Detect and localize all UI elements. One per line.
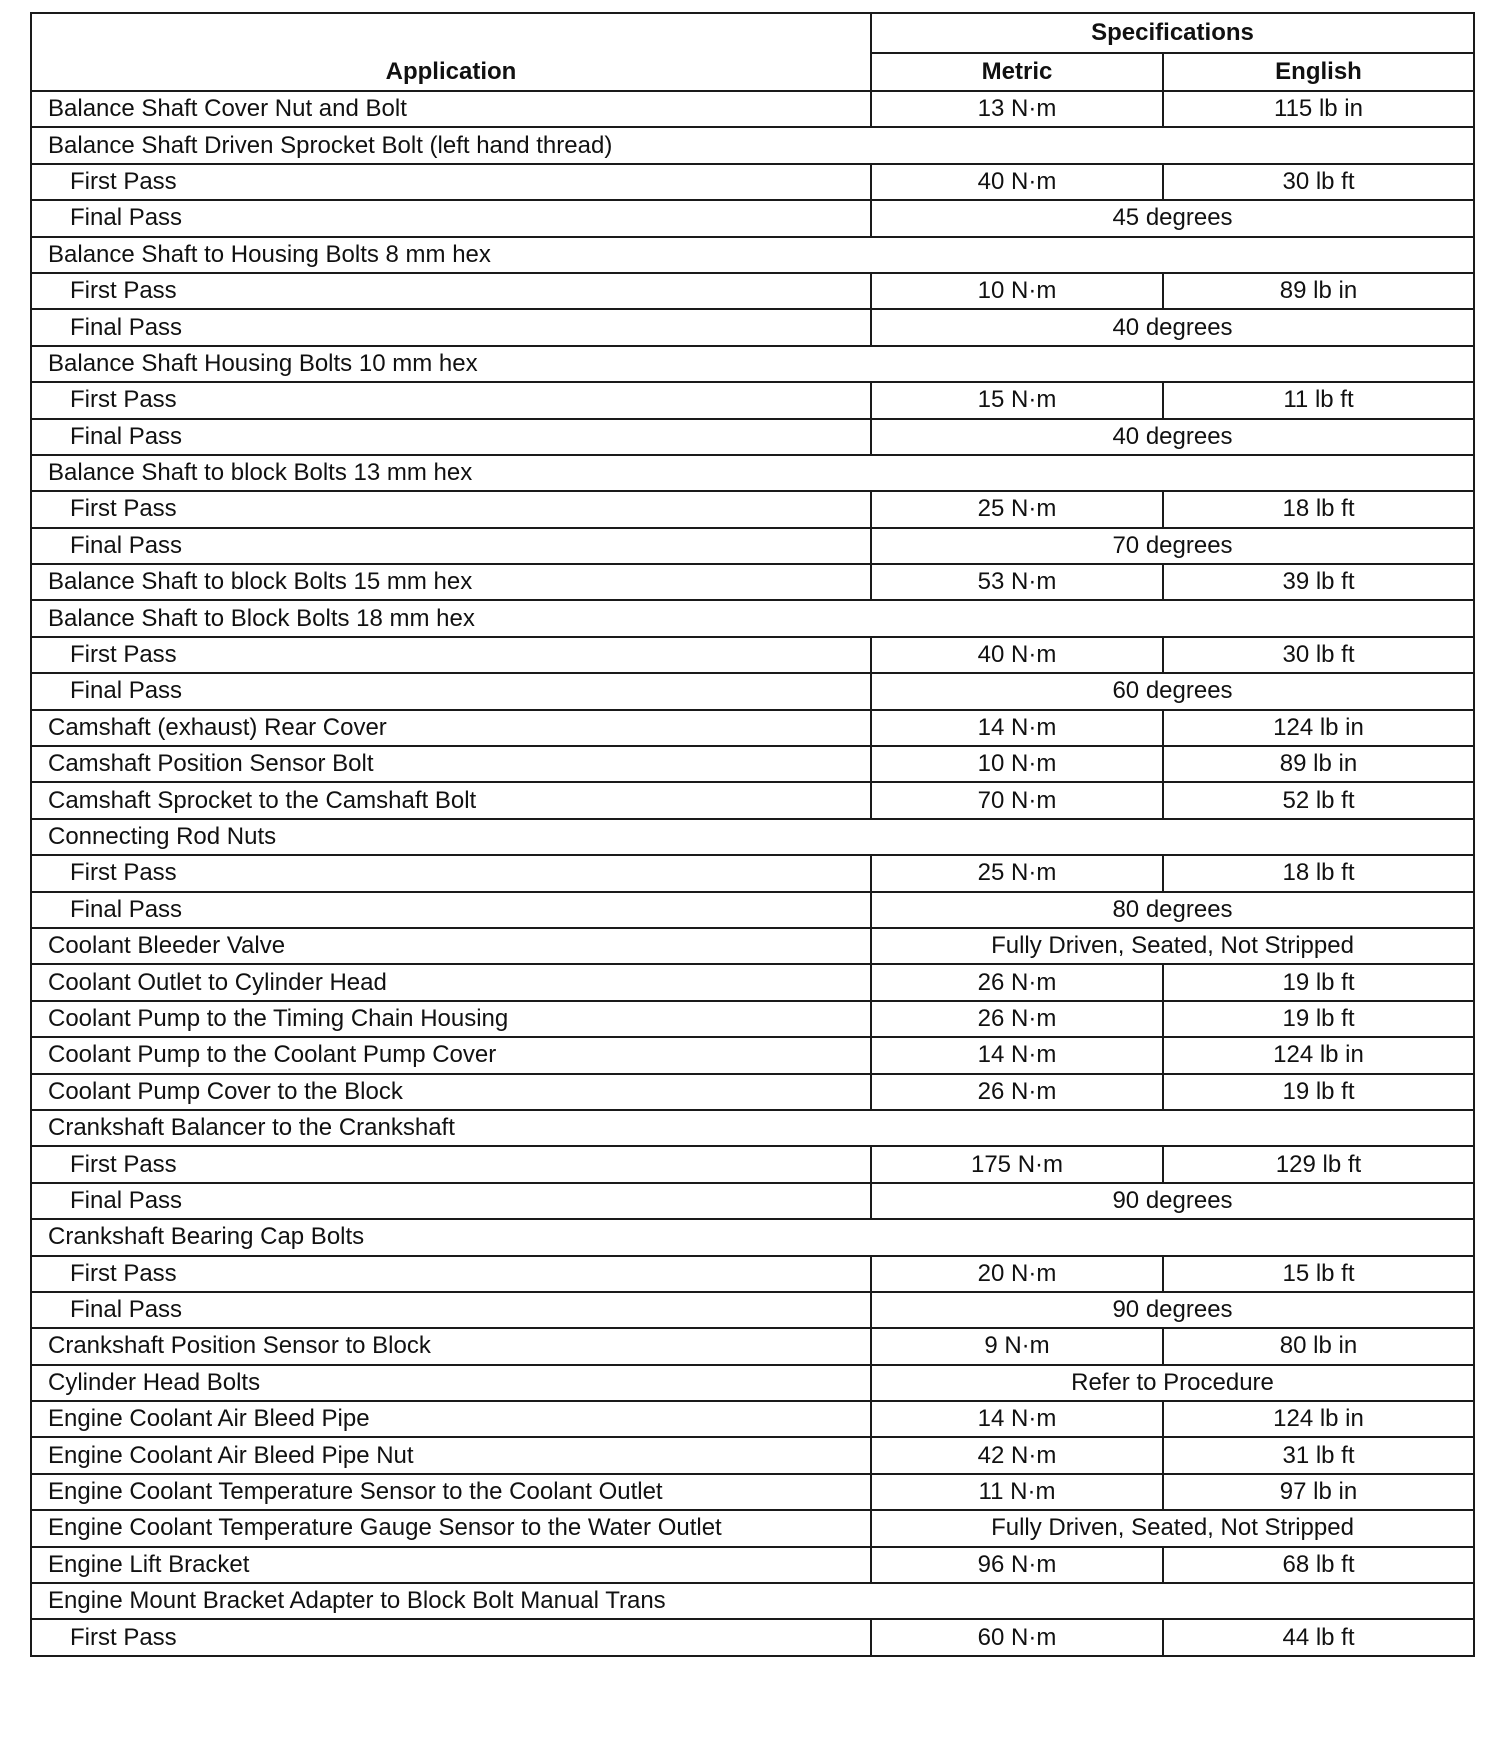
header-row — [31, 13, 1474, 53]
table-row — [31, 892, 1474, 928]
group-row — [31, 1583, 1474, 1619]
metric-header: Metric — [871, 53, 1163, 91]
english-cell: 129 lb ft — [1163, 1146, 1474, 1182]
application-cell: Balance Shaft to Housing Bolts 8 mm hex — [31, 237, 1474, 273]
table-row — [31, 1437, 1474, 1473]
metric-cell: 25 N·m — [871, 855, 1163, 891]
table-row — [31, 1292, 1474, 1328]
application-cell: Coolant Pump Cover to the Block — [31, 1074, 871, 1110]
table-row — [31, 1401, 1474, 1437]
application-cell: Engine Coolant Air Bleed Pipe — [31, 1401, 871, 1437]
specification-cell: Refer to Procedure — [871, 1365, 1474, 1401]
group-row — [31, 819, 1474, 855]
application-cell: First Pass — [31, 855, 871, 891]
application-cell: Balance Shaft Cover Nut and Bolt — [31, 91, 871, 127]
table-row — [31, 309, 1474, 345]
application-cell: Cylinder Head Bolts — [31, 1365, 871, 1401]
english-cell: 80 lb in — [1163, 1328, 1474, 1364]
group-row — [31, 237, 1474, 273]
english-cell: 52 lb ft — [1163, 782, 1474, 818]
application-cell: Final Pass — [31, 892, 871, 928]
metric-cell: 10 N·m — [871, 746, 1163, 782]
application-cell: First Pass — [31, 1619, 871, 1655]
application-cell: Crankshaft Bearing Cap Bolts — [31, 1219, 1474, 1255]
metric-cell: 14 N·m — [871, 1037, 1163, 1073]
metric-cell: 10 N·m — [871, 273, 1163, 309]
english-header: English — [1163, 53, 1474, 91]
table-row — [31, 491, 1474, 527]
specification-cell: 40 degrees — [871, 309, 1474, 345]
group-row — [31, 346, 1474, 382]
table-row — [31, 964, 1474, 1000]
table-row — [31, 273, 1474, 309]
english-cell: 18 lb ft — [1163, 855, 1474, 891]
specification-cell: 90 degrees — [871, 1183, 1474, 1219]
table-row — [31, 419, 1474, 455]
specification-cell: 80 degrees — [871, 892, 1474, 928]
table-row — [31, 746, 1474, 782]
group-row — [31, 1110, 1474, 1146]
application-cell: Camshaft Sprocket to the Camshaft Bolt — [31, 782, 871, 818]
application-cell: Engine Mount Bracket Adapter to Block Bolt Manual Trans — [31, 1583, 1474, 1619]
english-cell: 19 lb ft — [1163, 1001, 1474, 1037]
table-row — [31, 1146, 1474, 1182]
specification-cell: Fully Driven, Seated, Not Stripped — [871, 1510, 1474, 1546]
application-cell: Coolant Bleeder Valve — [31, 928, 871, 964]
metric-cell: 42 N·m — [871, 1437, 1163, 1473]
metric-cell: 20 N·m — [871, 1256, 1163, 1292]
english-cell: 124 lb in — [1163, 1401, 1474, 1437]
application-cell: First Pass — [31, 164, 871, 200]
application-cell: Balance Shaft to block Bolts 13 mm hex — [31, 455, 1474, 491]
application-cell: Connecting Rod Nuts — [31, 819, 1474, 855]
metric-cell: 13 N·m — [871, 91, 1163, 127]
application-cell: Camshaft Position Sensor Bolt — [31, 746, 871, 782]
english-cell: 68 lb ft — [1163, 1547, 1474, 1583]
application-cell: Engine Coolant Air Bleed Pipe Nut — [31, 1437, 871, 1473]
specification-cell: 45 degrees — [871, 200, 1474, 236]
application-cell: Final Pass — [31, 200, 871, 236]
application-cell: Final Pass — [31, 1292, 871, 1328]
table-row — [31, 1547, 1474, 1583]
table-row — [31, 928, 1474, 964]
metric-cell: 26 N·m — [871, 1001, 1163, 1037]
specifications-header: Specifications — [871, 13, 1474, 53]
specification-cell: Fully Driven, Seated, Not Stripped — [871, 928, 1474, 964]
table-header — [31, 13, 1474, 91]
table-row — [31, 637, 1474, 673]
table-row — [31, 91, 1474, 127]
application-cell: Coolant Outlet to Cylinder Head — [31, 964, 871, 1000]
metric-cell: 9 N·m — [871, 1328, 1163, 1364]
application-cell: Balance Shaft Driven Sprocket Bolt (left hand thread) — [31, 127, 1474, 163]
application-cell: Balance Shaft Housing Bolts 10 mm hex — [31, 346, 1474, 382]
torque-spec-table — [30, 12, 1475, 1657]
metric-cell: 26 N·m — [871, 1074, 1163, 1110]
application-header: Application — [31, 13, 871, 91]
application-cell: Final Pass — [31, 419, 871, 455]
application-cell: Engine Coolant Temperature Gauge Sensor to the Water Outlet — [31, 1510, 871, 1546]
application-cell: Final Pass — [31, 528, 871, 564]
metric-cell: 15 N·m — [871, 382, 1163, 418]
metric-cell: 11 N·m — [871, 1474, 1163, 1510]
table-row — [31, 1256, 1474, 1292]
english-cell: 124 lb in — [1163, 1037, 1474, 1073]
group-row — [31, 455, 1474, 491]
table-row — [31, 855, 1474, 891]
table-row — [31, 1365, 1474, 1401]
table-row — [31, 1183, 1474, 1219]
table-row — [31, 1037, 1474, 1073]
english-cell: 124 lb in — [1163, 710, 1474, 746]
application-cell: Coolant Pump to the Timing Chain Housing — [31, 1001, 871, 1037]
application-cell: Final Pass — [31, 673, 871, 709]
table-row — [31, 564, 1474, 600]
application-cell: Crankshaft Balancer to the Crankshaft — [31, 1110, 1474, 1146]
application-cell: First Pass — [31, 637, 871, 673]
metric-cell: 60 N·m — [871, 1619, 1163, 1655]
metric-cell: 53 N·m — [871, 564, 1163, 600]
table-body — [31, 91, 1474, 1656]
table-row — [31, 164, 1474, 200]
application-cell: Crankshaft Position Sensor to Block — [31, 1328, 871, 1364]
english-cell: 15 lb ft — [1163, 1256, 1474, 1292]
metric-cell: 40 N·m — [871, 164, 1163, 200]
table-row — [31, 528, 1474, 564]
application-cell: First Pass — [31, 491, 871, 527]
metric-cell: 70 N·m — [871, 782, 1163, 818]
english-cell: 30 lb ft — [1163, 637, 1474, 673]
metric-cell: 175 N·m — [871, 1146, 1163, 1182]
specification-cell: 90 degrees — [871, 1292, 1474, 1328]
application-cell: Final Pass — [31, 309, 871, 345]
metric-cell: 25 N·m — [871, 491, 1163, 527]
group-row — [31, 127, 1474, 163]
table-row — [31, 1074, 1474, 1110]
application-cell: Balance Shaft to Block Bolts 18 mm hex — [31, 600, 1474, 636]
application-cell: First Pass — [31, 382, 871, 418]
english-cell: 18 lb ft — [1163, 491, 1474, 527]
table-row — [31, 1510, 1474, 1546]
group-row — [31, 1219, 1474, 1255]
english-cell: 19 lb ft — [1163, 964, 1474, 1000]
specification-cell: 60 degrees — [871, 673, 1474, 709]
metric-cell: 14 N·m — [871, 710, 1163, 746]
english-cell: 30 lb ft — [1163, 164, 1474, 200]
english-cell: 89 lb in — [1163, 746, 1474, 782]
table-row — [31, 200, 1474, 236]
application-cell: First Pass — [31, 1256, 871, 1292]
application-cell: First Pass — [31, 1146, 871, 1182]
application-cell: Final Pass — [31, 1183, 871, 1219]
specification-cell: 70 degrees — [871, 528, 1474, 564]
table-row — [31, 382, 1474, 418]
application-cell: Engine Coolant Temperature Sensor to the Coolant Outlet — [31, 1474, 871, 1510]
application-cell: Camshaft (exhaust) Rear Cover — [31, 710, 871, 746]
english-cell: 39 lb ft — [1163, 564, 1474, 600]
metric-cell: 14 N·m — [871, 1401, 1163, 1437]
table-row — [31, 1001, 1474, 1037]
specification-cell: 40 degrees — [871, 419, 1474, 455]
application-cell: First Pass — [31, 273, 871, 309]
application-cell: Engine Lift Bracket — [31, 1547, 871, 1583]
group-row — [31, 600, 1474, 636]
metric-cell: 26 N·m — [871, 964, 1163, 1000]
application-cell: Coolant Pump to the Coolant Pump Cover — [31, 1037, 871, 1073]
table-row — [31, 1474, 1474, 1510]
table-row — [31, 1619, 1474, 1655]
metric-cell: 96 N·m — [871, 1547, 1163, 1583]
table-row — [31, 782, 1474, 818]
metric-cell: 40 N·m — [871, 637, 1163, 673]
english-cell: 44 lb ft — [1163, 1619, 1474, 1655]
english-cell: 11 lb ft — [1163, 382, 1474, 418]
table-row — [31, 710, 1474, 746]
table-row — [31, 1328, 1474, 1364]
english-cell: 19 lb ft — [1163, 1074, 1474, 1110]
english-cell: 115 lb in — [1163, 91, 1474, 127]
english-cell: 31 lb ft — [1163, 1437, 1474, 1473]
english-cell: 97 lb in — [1163, 1474, 1474, 1510]
application-cell: Balance Shaft to block Bolts 15 mm hex — [31, 564, 871, 600]
table-row — [31, 673, 1474, 709]
english-cell: 89 lb in — [1163, 273, 1474, 309]
